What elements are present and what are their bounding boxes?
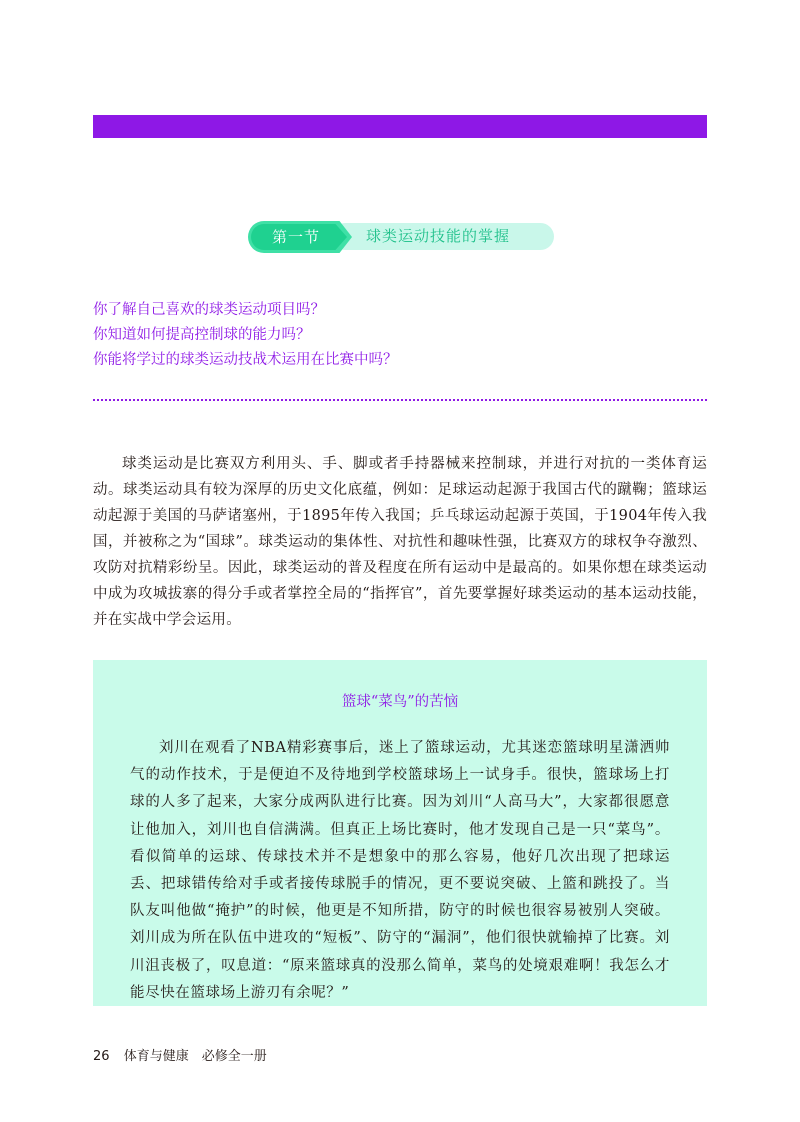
section-number: 第一节: [271, 228, 320, 246]
page-footer: [93, 1045, 267, 1064]
intro-paragraph: 球类运动是比赛双方利用头、手、脚或者手持器械来控制球，并进行对抗的一类体育运动。球类运动具有较为深厚的历史文化底蕴，例如：足球运动起源于我国古代的蹴鞠；篮球运动起源于美国的马萨诸塞州，于1895年传入我国；乒乓球运动起源于英国，于1904年传入我国，并被称之为“国球”。球类运动的集体性、对抗性和趣味性强，比赛双方的球权争夺激烈、攻防对抗精彩纷呈。因此，球类运动的普及程度在所有运动中是最高的。如果你想在球类运动中成为攻城拔寨的得分手或者掌控全局的“指挥官”，首先要掌握好球类运动的基本运动技能，并在实战中学会运用。: [93, 456, 707, 628]
story-box: [93, 660, 707, 1006]
question-item: 你知道如何提高控制球的能力吗？: [93, 327, 311, 343]
section-title: 球类运动技能的掌握: [366, 227, 511, 245]
story-box-title: 篮球“菜鸟”的苦恼: [341, 694, 459, 710]
page-number: 26: [93, 1049, 110, 1064]
question-item: 你能将学过的球类运动技战术运用在比赛中吗？: [93, 352, 398, 368]
section-header: [248, 221, 554, 253]
dotted-divider: [93, 399, 707, 401]
question-item: 你了解自己喜欢的球类运动项目吗？: [93, 302, 325, 318]
book-title: 体育与健康 必修全一册: [123, 1049, 267, 1064]
story-box-text: 刘川在观看了NBA精彩赛事后，迷上了篮球运动，尤其迷恋篮球明星潇洒帅气的动作技术，于是便迫不及待地到学校篮球场上一试身手。很快，篮球场上打球的人多了起来，大家分成两队进行比赛。因为刘川“人高马大”，大家都很愿意让他加入，刘川也自信满满。但真正上场比赛时，他才发现自己是一只“菜鸟”。看似简单的运球、传球技术并不是想象中的那么容易，他好几次出现了把球运丢、把球错传给对手或者接传球脱手的情况，更不要说突破、上篮和跳投了。当队友叫他做“掩护”的时候，他更是不知所措，防守的时候也很容易被别人突破。刘川成为所在队伍中进攻的“短板”、防守的“漏洞”，他们很快就输掉了比赛。刘川沮丧极了，叹息道：“原来篮球真的没那么简单，菜鸟的处境艰难啊！我怎么才能尽快在篮球场上游刃有余呢？”: [130, 740, 670, 1001]
top-color-bar: [93, 115, 707, 138]
guiding-questions: [93, 298, 713, 373]
